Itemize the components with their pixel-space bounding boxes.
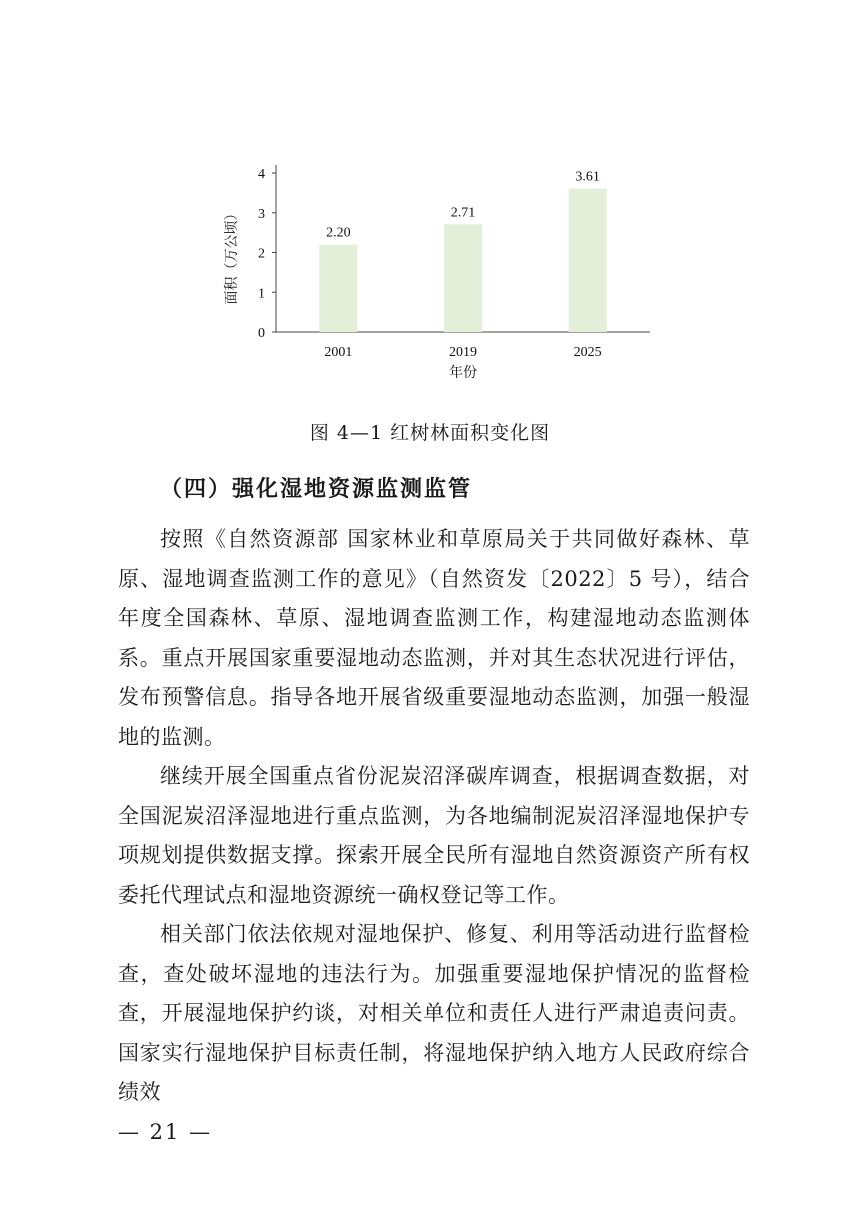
bar [444, 224, 482, 332]
y-tick-label: 3 [258, 206, 265, 222]
x-tick-label: 2001 [324, 345, 353, 360]
page-number: — 21 — [118, 1120, 213, 1144]
y-axis-label: 面积（万公顷） [225, 206, 240, 305]
paragraph: 相关部门依法依规对湿地保护、修复、利用等活动进行监督检查，查处破坏湿地的违法行为。加强重要湿地保护情况的监督检查，开展湿地保护约谈，对相关单位和责任人进行严肃追责问责。国家实行湿地保护目标责任制，将湿地保护纳入地方人民政府综合绩效 [118, 922, 750, 1104]
y-tick-label: 4 [258, 167, 265, 182]
bar [569, 189, 607, 332]
figure-caption: 图 4—1 红树林面积变化图 [309, 422, 551, 444]
paragraph: 按照《自然资源部 国家林业和草原局关于共同做好森林、草原、湿地调查监测工作的意见》（自然资发〔2022〕5 号），结合年度全国森林、草原、湿地调查监测工作，构建湿地动态监测体系。重点开展国家重要湿地动态监测，并对其生态状况进行评估，发布预警信息。指导各地开展省级重要湿地动态监测，加强一般湿地的监测。 [118, 527, 750, 749]
x-tick-label: 2025 [573, 345, 602, 360]
y-tick-label: 1 [258, 286, 265, 302]
section-heading: （四）强化湿地资源监测监管 [160, 476, 473, 502]
x-tick-label: 2019 [449, 345, 477, 360]
bar [319, 245, 357, 332]
body-text [118, 520, 750, 1113]
y-tick-label: 0 [258, 326, 265, 341]
data-label: 2.71 [450, 205, 476, 221]
x-axis-label: 年份 [449, 366, 477, 381]
data-label: 2.20 [326, 225, 351, 241]
bar-chart [0, 0, 860, 400]
data-label: 3.61 [575, 169, 600, 185]
y-tick-label: 2 [258, 246, 265, 262]
paragraph: 继续开展全国重点省份泥炭沼泽碳库调查，根据调查数据，对全国泥炭沼泽湿地进行重点监测，为各地编制泥炭沼泽湿地保护专项规划提供数据支撑。探索开展全民所有湿地自然资源资产所有权委托代理试点和湿地资源统一确权登记等工作。 [118, 764, 750, 907]
